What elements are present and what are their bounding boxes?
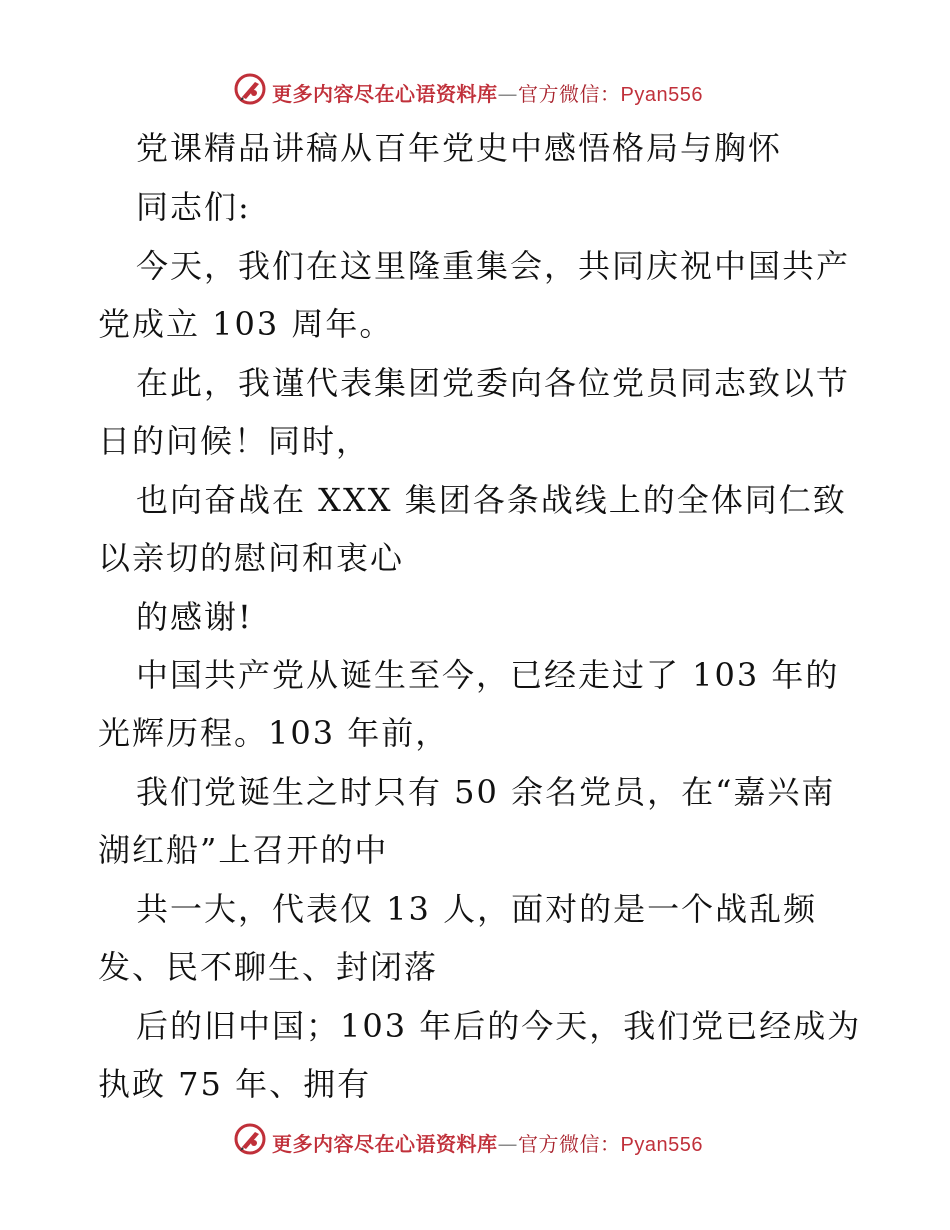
footer-wechat-id: Pyan556	[620, 1134, 703, 1156]
document-title: 党课精品讲稿从百年党史中感悟格局与胸怀	[136, 129, 783, 167]
text-line: 日的问候！同时，	[98, 422, 371, 460]
text-line: 在此，我谨代表集团党委向各位党员同志致以节	[136, 364, 851, 402]
text-line: 中国共产党从诞生至今，已经走过了 103 年的	[136, 656, 840, 694]
page-header	[0, 70, 950, 110]
header-sub-text: 官方微信：	[518, 82, 621, 106]
text-line: 湖红船”上召开的中	[98, 831, 389, 869]
header-dash: —	[497, 82, 518, 106]
pen-logo-icon	[233, 72, 267, 106]
header-text	[272, 78, 703, 107]
text-line: 我们党诞生之时只有 50 余名党员，在“嘉兴南	[136, 773, 836, 811]
text-line: 党成立 103 周年。	[98, 305, 394, 343]
footer-sub-text: 官方微信：	[518, 1132, 621, 1156]
text-line: 同志们:	[136, 188, 251, 226]
text-line: 光辉历程。103 年前，	[98, 714, 450, 752]
text-line: 以亲切的慰问和衷心	[98, 539, 405, 577]
text-line: 今天，我们在这里隆重集会，共同庆祝中国共产	[136, 247, 851, 285]
text-line: 共一大，代表仅 13 人，面对的是一个战乱频	[136, 890, 818, 928]
text-line: 的感谢!	[136, 598, 253, 636]
header-wechat-id: Pyan556	[620, 84, 703, 106]
footer-main-text: 更多内容尽在心语资料库	[272, 1132, 498, 1156]
footer-text	[272, 1128, 703, 1157]
pen-logo-icon	[233, 1122, 267, 1156]
footer-dash: —	[497, 1132, 518, 1156]
text-line: 后的旧中国；103 年后的今天，我们党已经成为	[136, 1007, 862, 1045]
header-main-text: 更多内容尽在心语资料库	[272, 82, 498, 106]
text-line: 执政 75 年、拥有	[98, 1065, 372, 1103]
page-footer	[0, 1120, 950, 1160]
text-line: 也向奋战在 XXX 集团各条战线上的全体同仁致	[136, 481, 847, 519]
text-line: 发、民不聊生、封闭落	[98, 948, 439, 986]
